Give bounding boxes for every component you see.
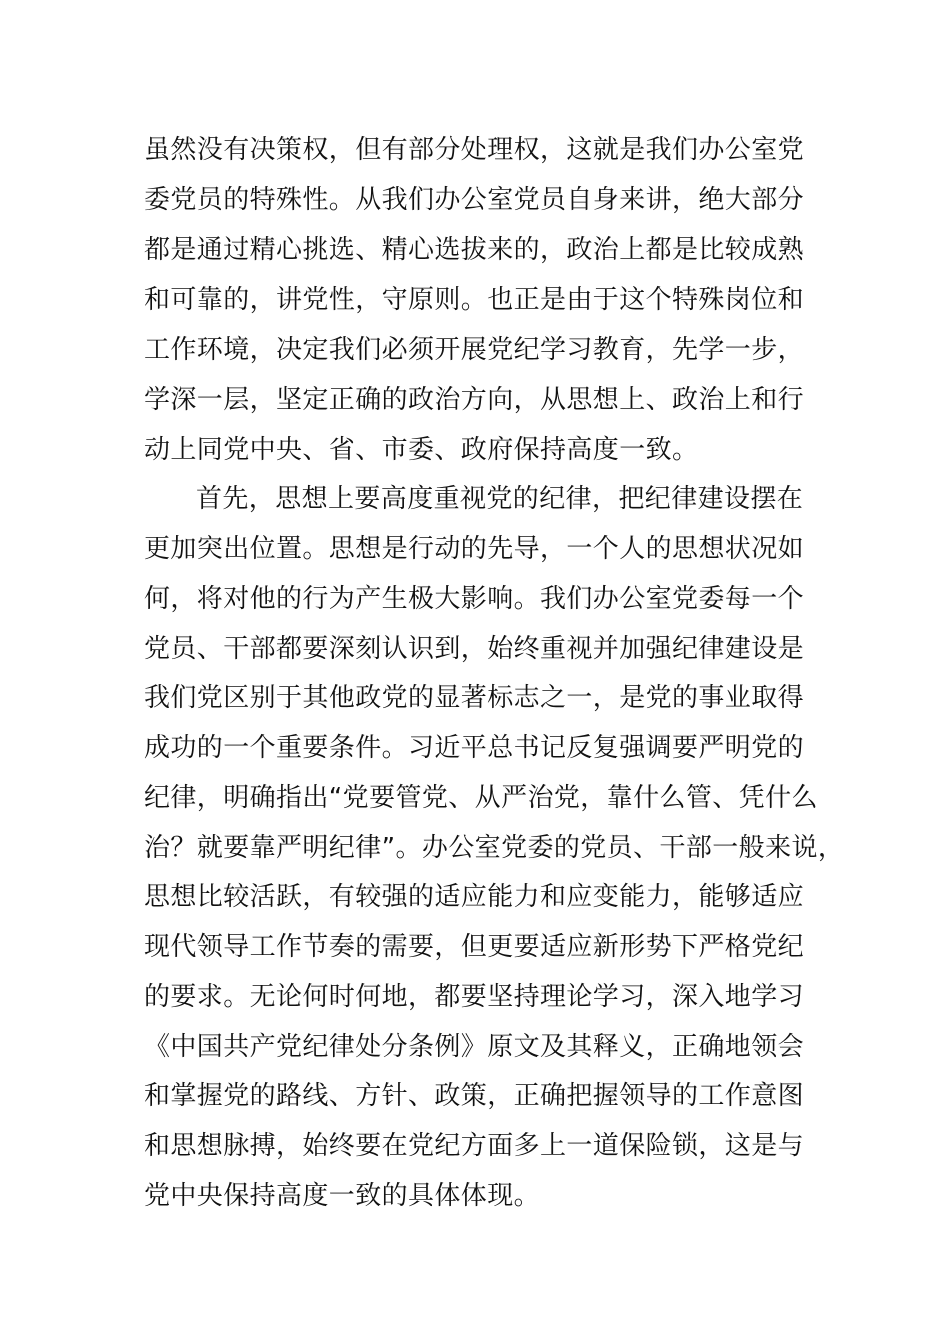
text-line: 虽然没有决策权，但有部分处理权，这就是我们办公室党 (144, 135, 805, 165)
text-line: 工作环境，决定我们必须开展党纪学习教育，先学一步， (144, 335, 805, 365)
text-line: 更加突出位置。思想是行动的先导，一个人的思想状况如 (144, 534, 805, 564)
text-line: 动上同党中央、省、市委、政府保持高度一致。 (144, 435, 699, 465)
text-line: 治？就要靠严明纪律”。办公室党委的党员、干部一般来说， (144, 833, 845, 863)
text-line: 委党员的特殊性。从我们办公室党员自身来讲，绝大部分 (144, 185, 805, 215)
text-line: 成功的一个重要条件。习近平总书记反复强调要严明党的 (144, 733, 805, 763)
text-line: 何，将对他的行为产生极大影响。我们办公室党委每一个 (144, 584, 805, 614)
paragraph-first-line: 首先，思想上要高度重视党的纪律，把纪律建设摆在 (196, 484, 804, 514)
text-line: 的要求。无论何时何地，都要坚持理论学习，深入地学习 (144, 982, 805, 1012)
text-line: 纪律，明确指出“党要管党、从严治党，靠什么管、凭什么 (144, 783, 818, 813)
text-line: 党中央保持高度一致的具体体现。 (144, 1181, 541, 1211)
text-line: 学深一层，坚定正确的政治方向，从思想上、政治上和行 (144, 385, 805, 415)
text-line: 《中国共产党纪律处分条例》原文及其释义，正确地领会 (144, 1032, 805, 1062)
text-line: 党员、干部都要深刻认识到，始终重视并加强纪律建设是 (144, 634, 805, 664)
text-line: 和可靠的，讲党性，守原则。也正是由于这个特殊岗位和 (144, 285, 805, 315)
text-line: 和思想脉搏，始终要在党纪方面多上一道保险锁，这是与 (144, 1131, 805, 1161)
text-line: 都是通过精心挑选、精心选拔来的，政治上都是比较成熟 (144, 235, 805, 265)
text-line: 和掌握党的路线、方针、政策，正确把握领导的工作意图 (144, 1081, 805, 1111)
text-line: 现代领导工作节奏的需要，但更要适应新形势下严格党纪 (144, 932, 805, 962)
text-line: 我们党区别于其他政党的显著标志之一，是党的事业取得 (144, 683, 805, 713)
text-line: 思想比较活跃，有较强的适应能力和应变能力，能够适应 (144, 882, 805, 912)
